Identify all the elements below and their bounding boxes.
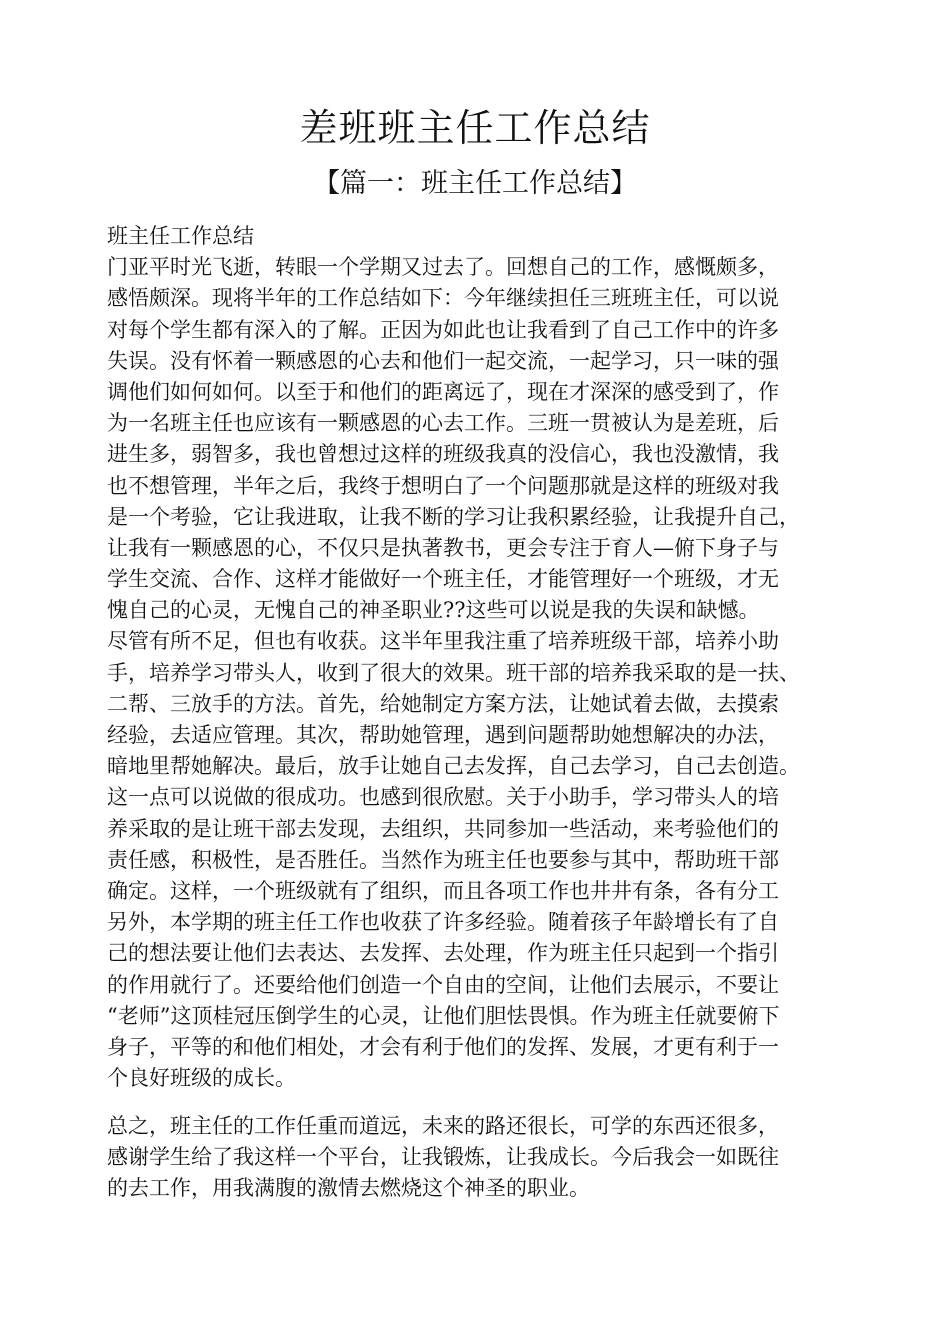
section-heading: 【篇一：班主任工作总结】 xyxy=(313,168,637,199)
text-line: 责任感，积极性，是否胜任。当然作为班主任也要参与其中，帮助班干部 xyxy=(107,847,779,872)
text-line: 经验，去适应管理。其次，帮助她管理，遇到问题帮助她想解决的办法， xyxy=(107,723,779,747)
text-line: 进生多，弱智多，我也曾想过这样的班级我真的没信心，我也没激情，我 xyxy=(107,442,779,467)
body-text-main xyxy=(107,221,867,1094)
text-line: 的去工作，用我满腹的激情去燃烧这个神圣的职业。 xyxy=(107,1176,590,1201)
body-text-closing xyxy=(107,1111,867,1205)
text-line: 为一名班主任也应该有一颗感恩的心去工作。三班一贯被认为是差班，后 xyxy=(107,411,779,436)
text-line: 是一个考验，它让我进取，让我不断的学习让我积累经验，让我提升自己， xyxy=(107,504,800,529)
text-line: 另外，本学期的班主任工作也收获了许多经验。随着孩子年龄增长有了自 xyxy=(107,910,779,935)
text-line: 失误。没有怀着一颗感恩的心去和他们一起交流，一起学习，只一味的强 xyxy=(107,348,779,373)
text-line: 这一点可以说做的很成功。也感到很欣慰。关于小助手，学习带头人的培 xyxy=(107,785,779,810)
text-line: 班主任工作总结 xyxy=(107,224,254,248)
text-line: 调他们如何如何。以至于和他们的距离远了，现在才深深的感受到了，作 xyxy=(107,379,779,404)
text-line: 个良好班级的成长。 xyxy=(107,1066,296,1091)
text-line: 身子，平等的和他们相处，才会有利于他们的发挥、发展，才更有利于一 xyxy=(107,1034,779,1059)
text-line: 尽管有所不足，但也有收获。这半年里我注重了培养班级干部，培养小助 xyxy=(107,629,779,654)
text-line: 暗地里帮她解决。最后，放手让她自己去发挥，自己去学习，自己去创造。 xyxy=(107,754,800,779)
text-line: 确定。这样，一个班级就有了组织，而且各项工作也井井有条，各有分工 xyxy=(107,878,779,903)
text-line: 感悟颇深。现将半年的工作总结如下：今年继续担任三班班主任，可以说 xyxy=(107,286,779,311)
text-line: 的作用就行了。还要给他们创造一个自由的空间，让他们去展示，不要让 xyxy=(107,972,779,997)
document-title: 差班班主任工作总结 xyxy=(299,106,651,150)
text-line: 愧自己的心灵，无愧自己的神圣职业??这些可以说是我的失误和缺憾。 xyxy=(107,598,760,623)
text-line: 手，培养学习带头人，收到了很大的效果。班干部的培养我采取的是一扶、 xyxy=(107,660,800,685)
text-line: 对每个学生都有深入的了解。正因为如此也让我看到了自己工作中的许多 xyxy=(107,317,779,342)
text-line: “老师”这顶桂冠压倒学生的心灵，让他们胆怯畏惧。作为班主任就要俯下 xyxy=(107,1003,780,1028)
text-line: 门亚平时光飞逝，转眼一个学期又过去了。回想自己的工作，感慨颇多， xyxy=(107,255,779,280)
text-line: 养采取的是让班干部去发现，去组织，共同参加一些活动，来考验他们的 xyxy=(107,816,779,841)
text-line: 让我有一颗感恩的心，不仅只是执著教书，更会专注于育人—俯下身子与 xyxy=(107,535,779,560)
text-line: 己的想法要让他们去表达、去发挥、去处理，作为班主任只起到一个指引 xyxy=(107,941,779,966)
text-line: 学生交流、合作、这样才能做好一个班主任，才能管理好一个班级，才无 xyxy=(107,567,779,592)
text-line: 感谢学生给了我这样一个平台，让我锻炼，让我成长。今后我会一如既往 xyxy=(107,1145,779,1170)
text-line: 总之，班主任的工作任重而道远，未来的路还很长，可学的东西还很多， xyxy=(107,1114,779,1138)
text-line: 二帮、三放手的方法。首先，给她制定方案方法，让她试着去做，去摸索 xyxy=(107,691,779,716)
text-line: 也不想管理，半年之后，我终于想明白了一个问题那就是这样的班级对我 xyxy=(107,473,779,498)
